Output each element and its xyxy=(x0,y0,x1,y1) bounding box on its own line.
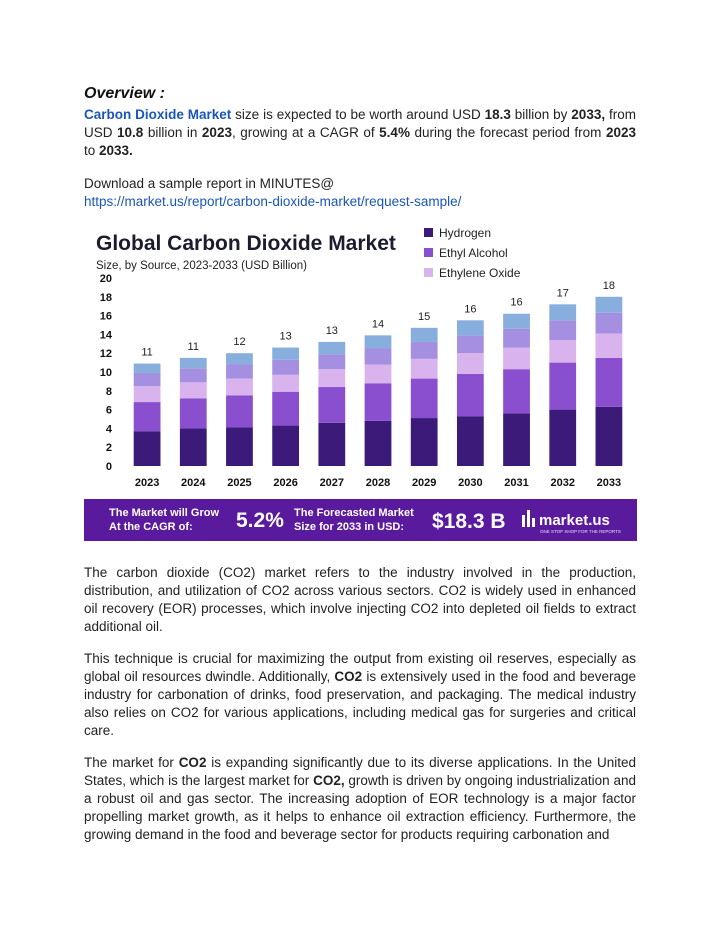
bar-segment xyxy=(596,297,623,313)
banner-cagr: 5.2% xyxy=(236,509,284,532)
bar-segment xyxy=(503,329,530,348)
bar-segment xyxy=(180,382,207,398)
bar-stack xyxy=(134,347,161,466)
chart-subtitle: Size, by Source, 2023-2033 (USD Billion) xyxy=(96,260,307,272)
text-run: is extensively used in the food and beverage industry for carbonation of drinks, food preservation, and packaging. The medical industry also relies on CO2 for various applications, including medical gas for surgeries and critical care. xyxy=(84,669,636,738)
bar-segment xyxy=(226,427,253,466)
x-tick-label: 2025 xyxy=(227,477,252,489)
banner-forecast-line1: The Forecasted Market xyxy=(294,507,414,519)
bar-segment xyxy=(272,426,299,466)
bar-segment xyxy=(411,359,438,379)
bar-segment xyxy=(226,364,253,378)
bar-segment xyxy=(226,379,253,396)
bar-stack xyxy=(180,341,207,466)
bar-segment xyxy=(411,379,438,418)
summary-banner xyxy=(84,499,637,541)
text-run: size is expected to be worth around USD xyxy=(231,107,485,122)
legend-swatch xyxy=(424,268,433,277)
bold-run: CO2 xyxy=(178,755,207,770)
bar-total-label: 13 xyxy=(279,330,292,343)
bar-segment xyxy=(318,342,345,354)
bar-segment xyxy=(134,364,161,373)
banner-grow-line1: The Market will Grow xyxy=(109,507,220,519)
text-run: is expanding significantly due to its diverse applications. In the United States, which is the largest market for xyxy=(84,755,636,788)
y-tick-label: 10 xyxy=(99,367,112,379)
body-paragraph-2 xyxy=(84,650,636,740)
y-tick-label: 6 xyxy=(105,404,112,417)
bar-segment xyxy=(411,418,438,466)
legend-label: Ethyl Alcohol xyxy=(439,246,508,260)
bar-total-label: 11 xyxy=(141,346,153,359)
chart-svg xyxy=(84,218,637,541)
bar-segment xyxy=(226,396,253,428)
bold-run: CO2 xyxy=(334,669,363,684)
bold-run: CO2, xyxy=(313,773,345,788)
text-run: from USD xyxy=(84,107,636,140)
x-tick-label: 2031 xyxy=(504,477,529,489)
x-tick-label: 2033 xyxy=(596,477,622,489)
bar-total-label: 18 xyxy=(602,279,616,292)
brand-name: market.us xyxy=(539,512,610,529)
x-tick-label: 2026 xyxy=(273,477,298,489)
banner-forecast-line2: Size for 2033 in USD: xyxy=(294,521,405,533)
bar-segment xyxy=(457,353,484,374)
year-2023: 2023 xyxy=(201,125,232,140)
x-tick-label: 2027 xyxy=(319,477,345,489)
bar-segment xyxy=(272,392,299,426)
bar-segment xyxy=(318,423,345,466)
x-tick-label: 2030 xyxy=(458,477,483,489)
bar-segment xyxy=(134,373,161,386)
bar-segment xyxy=(272,348,299,360)
bar-stack xyxy=(365,318,392,466)
cagr-value: 5.4% xyxy=(379,125,410,140)
bar-total-label: 14 xyxy=(371,318,385,331)
bar-total-label: 13 xyxy=(325,324,338,337)
bar-segment xyxy=(503,413,530,466)
text-run: growth is driven by ongoing industrialization and a robust oil and gas sector. The increasing adoption of EOR technology is a major factor propelling market growth, as it helps to enhance oil extraction efficiency. Furthermore, the growing demand in the food and beverage sector for products requiring carbonation and xyxy=(84,773,636,842)
legend-label: Ethylene Oxide xyxy=(439,266,521,280)
bar-segment xyxy=(272,360,299,375)
y-tick-label: 16 xyxy=(99,310,112,323)
bar-segment xyxy=(457,320,484,335)
bar-segment xyxy=(365,383,392,421)
year-2033: 2033, xyxy=(571,107,606,122)
to-year: 2033. xyxy=(99,143,133,158)
bar-segment xyxy=(411,342,438,359)
bar-stack xyxy=(411,311,438,466)
bar-segment xyxy=(411,328,438,342)
bar-stack xyxy=(318,325,345,466)
bar-segment xyxy=(134,431,161,466)
bar-segment xyxy=(180,428,207,466)
overview-paragraph xyxy=(84,106,636,160)
body-paragraph-3 xyxy=(84,754,636,844)
bar-total-label: 11 xyxy=(187,340,199,353)
legend-label: Hydrogen xyxy=(439,226,492,240)
bar-segment xyxy=(180,358,207,368)
bar-segment xyxy=(596,333,623,357)
banner-size: $18.3 B xyxy=(432,510,506,533)
text-run: during the forecast period from xyxy=(409,125,606,140)
y-tick-label: 0 xyxy=(105,461,112,473)
chart-title: Global Carbon Dioxide Market xyxy=(96,232,396,255)
body-paragraph-1: The carbon dioxide (CO2) market refers to the industry involved in the production, distribution, and utilization of CO2 across various sectors. CO2 is widely used in enhanced oil recovery (EOR) processes, which involve injecting CO2 into depleted oil fields to extract additional oil. xyxy=(84,565,636,634)
sample-report-link[interactable]: https://market.us/report/carbon-dioxide-market/request-sample/ xyxy=(84,194,462,209)
bar-segment xyxy=(596,407,623,466)
value-2033: 18.3 xyxy=(484,107,511,122)
bar-segment xyxy=(549,363,576,410)
bar-segment xyxy=(318,369,345,387)
y-tick-label: 2 xyxy=(105,442,112,455)
market-name: Carbon Dioxide Market xyxy=(84,107,232,122)
legend-swatch xyxy=(424,228,433,237)
bar-total-label: 15 xyxy=(418,310,431,323)
overview-heading: Overview : xyxy=(84,85,165,102)
bar-segment xyxy=(365,349,392,365)
bar-segment xyxy=(549,410,576,466)
bar-segment xyxy=(134,402,161,431)
bar-stack xyxy=(272,331,299,466)
bar-segment xyxy=(549,320,576,340)
market-infographic xyxy=(84,218,637,541)
bar-segment xyxy=(596,313,623,334)
y-tick-label: 8 xyxy=(105,385,112,398)
bar-segment xyxy=(365,421,392,466)
bar-stack xyxy=(226,336,253,466)
bar-segment xyxy=(272,375,299,392)
bar-segment xyxy=(503,369,530,413)
bar-stack xyxy=(549,287,576,466)
x-tick-label: 2032 xyxy=(550,477,575,489)
bar-segment xyxy=(549,340,576,363)
bar-segment xyxy=(549,304,576,320)
bar-segment xyxy=(365,364,392,383)
y-tick-label: 20 xyxy=(99,273,112,285)
bar-segment xyxy=(180,368,207,382)
bar-segment xyxy=(318,387,345,423)
text-run: to xyxy=(84,143,100,158)
text-run: This technique is crucial for maximizing the output from existing oil reserves, especially as global oil resources dwindle. Additionally, xyxy=(84,651,636,684)
y-tick-label: 12 xyxy=(99,348,112,361)
bar-segment xyxy=(180,398,207,428)
bar-stack xyxy=(596,280,623,466)
y-tick-label: 18 xyxy=(99,291,112,304)
y-tick-label: 4 xyxy=(105,423,112,436)
bar-total-label: 17 xyxy=(556,287,569,300)
bar-segment xyxy=(457,374,484,416)
value-2023: 10.8 xyxy=(117,125,144,140)
text-run: billion in xyxy=(143,125,202,140)
overview-section xyxy=(84,84,636,211)
text-run: billion by xyxy=(510,107,572,122)
bar-stack xyxy=(503,297,530,466)
bar-stack xyxy=(457,303,484,466)
bar-total-label: 16 xyxy=(510,296,523,309)
download-text: Download a sample report in MINUTES@ xyxy=(84,176,335,191)
text-run: , growing at a CAGR of xyxy=(231,125,380,140)
banner-grow-line2: At the CAGR of: xyxy=(109,521,193,533)
y-tick-label: 14 xyxy=(99,329,112,342)
bar-segment xyxy=(318,354,345,369)
bar-segment xyxy=(457,335,484,353)
body-text xyxy=(84,564,636,858)
bar-segment xyxy=(596,358,623,407)
x-tick-label: 2023 xyxy=(134,477,160,489)
bar-total-label: 16 xyxy=(464,303,477,316)
brand-tagline: ONE STOP SHOP FOR THE REPORTS xyxy=(540,529,621,534)
bar-segment xyxy=(503,348,530,370)
from-year: 2023 xyxy=(605,125,636,140)
bar-total-label: 12 xyxy=(233,336,246,349)
legend-swatch xyxy=(424,248,433,257)
x-tick-label: 2029 xyxy=(411,477,437,489)
x-tick-label: 2028 xyxy=(365,477,391,489)
bar-segment xyxy=(503,314,530,329)
x-tick-label: 2024 xyxy=(181,477,206,489)
bar-segment xyxy=(226,353,253,364)
bar-segment xyxy=(365,335,392,348)
bar-segment xyxy=(134,386,161,402)
bar-segment xyxy=(457,416,484,466)
text-run: The market for xyxy=(84,755,179,770)
